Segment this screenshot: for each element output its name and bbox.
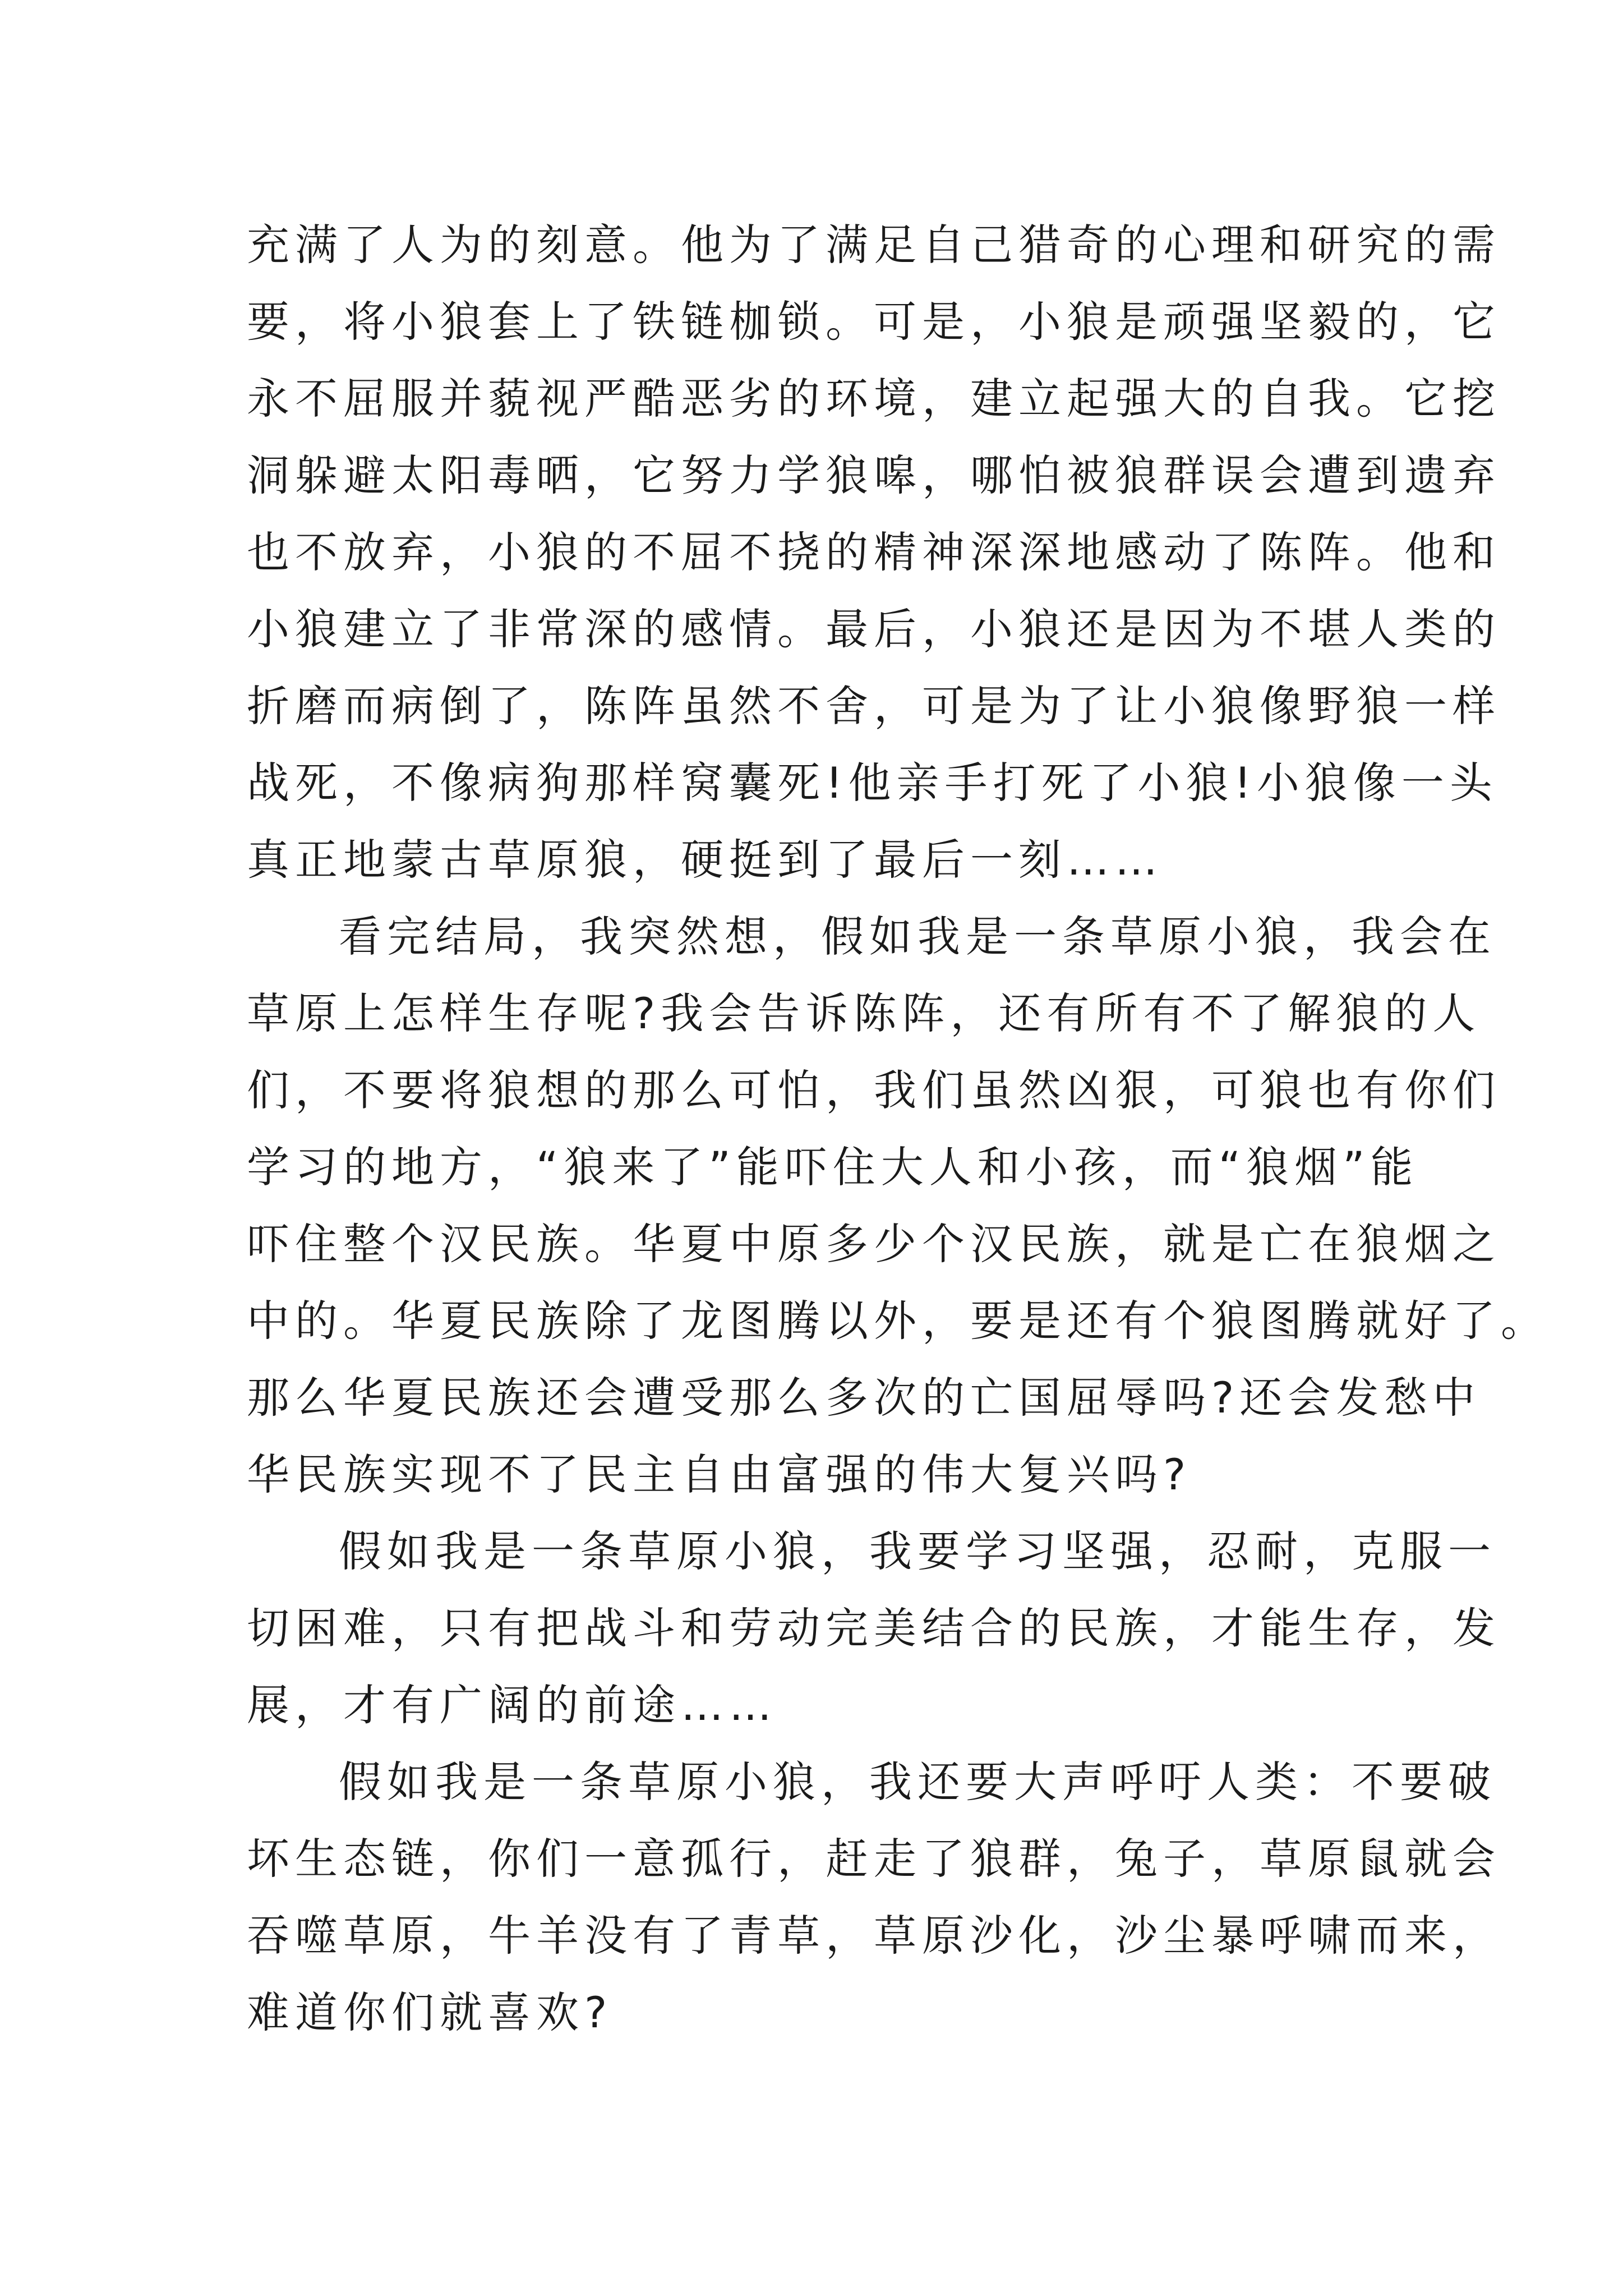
text-line: 吞噬草原，牛羊没有了青草，草原沙化，沙尘暴呼啸而来， bbox=[247, 1911, 1501, 1961]
text-line: 真正地蒙古草原狼，硬挺到了最后一刻…… bbox=[247, 835, 1163, 885]
text-line: 华民族实现不了民主自由富强的伟大复兴吗? bbox=[247, 1450, 1192, 1499]
text-line: 学习的地方，“狼来了”能吓住大人和小孩，而“狼烟”能 bbox=[247, 1142, 1419, 1192]
text-line: 战死，不像病狗那样窝囊死!他亲手打死了小狼!小狼像一头 bbox=[247, 758, 1498, 808]
text-line: 展，才有广阔的前途…… bbox=[247, 1680, 777, 1730]
text-line: 要，将小狼套上了铁链枷锁。可是，小狼是顽强坚毅的，它 bbox=[247, 297, 1501, 347]
text-line: 小狼建立了非常深的感情。最后，小狼还是因为不堪人类的 bbox=[247, 604, 1501, 654]
text-line: 们，不要将狼想的那么可怕，我们虽然凶狠，可狼也有你们 bbox=[247, 1065, 1501, 1115]
text-line: 洞躲避太阳毒晒，它努力学狼嗥，哪怕被狼群误会遭到遗弃 bbox=[247, 450, 1501, 500]
paragraph-start-line: 假如我是一条草原小狼，我要学习坚强，忍耐，克服一 bbox=[339, 1526, 1496, 1576]
text-line: 永不屈服并藐视严酷恶劣的环境，建立起强大的自我。它挖 bbox=[247, 374, 1501, 424]
text-line: 那么华夏民族还会遭受那么多次的亡国屈辱吗?还会发愁中 bbox=[247, 1373, 1481, 1423]
essay-body bbox=[247, 206, 1549, 2051]
paragraph-start-line: 假如我是一条草原小狼，我还要大声呼吁人类：不要破 bbox=[339, 1757, 1496, 1807]
text-line: 切困难，只有把战斗和劳动完美结合的民族，才能生存，发 bbox=[247, 1603, 1501, 1653]
text-line: 也不放弃，小狼的不屈不挠的精神深深地感动了陈阵。他和 bbox=[247, 527, 1501, 577]
text-line: 中的。华夏民族除了龙图腾以外，要是还有个狼图腾就好了。 bbox=[247, 1296, 1549, 1346]
text-line: 坏生态链，你们一意孤行，赶走了狼群，兔子，草原鼠就会 bbox=[247, 1834, 1501, 1884]
text-line: 折磨而病倒了，陈阵虽然不舍，可是为了让小狼像野狼一样 bbox=[247, 681, 1501, 731]
text-line: 难道你们就喜欢? bbox=[247, 1987, 613, 2037]
paragraph-start-line: 看完结局，我突然想，假如我是一条草原小狼，我会在 bbox=[339, 912, 1496, 961]
text-line: 草原上怎样生存呢?我会告诉陈阵，还有所有不了解狼的人 bbox=[247, 988, 1481, 1038]
text-line: 吓住整个汉民族。华夏中原多少个汉民族，就是亡在狼烟之 bbox=[247, 1219, 1501, 1269]
text-line: 充满了人为的刻意。他为了满足自己猎奇的心理和研究的需 bbox=[247, 220, 1501, 270]
